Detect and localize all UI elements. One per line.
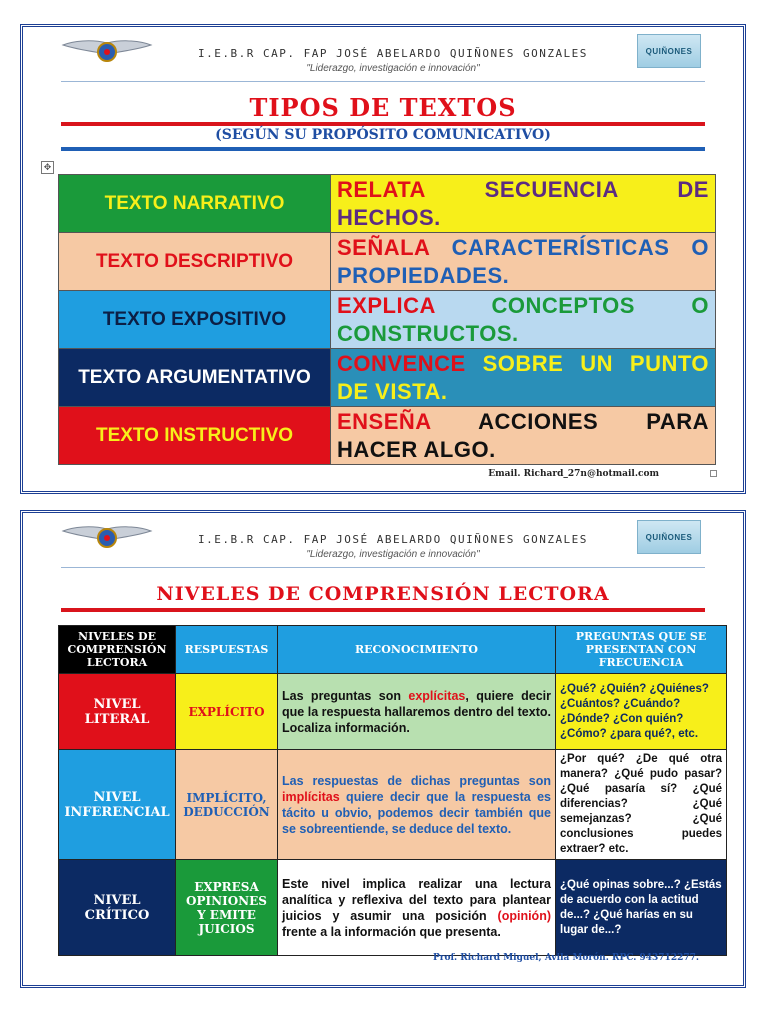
rec-text: Las respuestas de dichas preguntas son bbox=[282, 773, 551, 788]
school-header bbox=[23, 513, 743, 573]
header-reconocimiento: RECONOCIMIENTO bbox=[278, 626, 556, 674]
school-header bbox=[23, 27, 743, 87]
desc-argumentativo bbox=[331, 349, 716, 407]
desc-verb: EXPLICA bbox=[337, 292, 436, 318]
title-blue-rule bbox=[61, 147, 705, 151]
tipos-de-textos-panel bbox=[20, 24, 746, 494]
desc-verb: RELATA bbox=[337, 176, 426, 202]
desc-expositivo bbox=[331, 291, 716, 349]
type-argumentativo: TEXTO ARGUMENTATIVO bbox=[59, 349, 331, 407]
response-critico: EXPRESA OPINIONES Y EMITE JUICIOS bbox=[176, 860, 278, 956]
table-header-row bbox=[59, 626, 727, 674]
rec-text: quiere decir que la respuesta es tácito u obvio, podemos decir también que se sobreentiende, se deduce del texto. bbox=[282, 789, 551, 836]
questions-critico: ¿Qué opinas sobre...? ¿Estás de acuerdo con la actitud de...? ¿Qué harías en su lugar de...? bbox=[556, 860, 727, 956]
niveles-comprension-panel bbox=[20, 510, 746, 988]
fap-wings-logo-icon bbox=[61, 521, 153, 557]
desc-verb: SEÑALA bbox=[337, 234, 430, 260]
desc-verb: CONVENCE bbox=[337, 350, 466, 376]
response-inferencial: IMPLÍCITO, DEDUCCIÓN bbox=[176, 750, 278, 860]
school-name: I.E.B.R CAP. FAP JOSÉ ABELARDO QUIÑONES GONZALES bbox=[198, 47, 588, 60]
type-narrativo: TEXTO NARRATIVO bbox=[59, 175, 331, 233]
school-motto: "Liderazgo, investigación e innovación" bbox=[306, 549, 480, 560]
desc-verb: ENSEÑA bbox=[337, 408, 431, 434]
table-row bbox=[59, 233, 716, 291]
header-divider bbox=[61, 567, 705, 568]
table-row bbox=[59, 674, 727, 750]
school-motto: "Liderazgo, investigación e innovación" bbox=[306, 63, 480, 74]
desc-descriptivo bbox=[331, 233, 716, 291]
title-red-rule bbox=[61, 608, 705, 612]
questions-literal: ¿Qué? ¿Quién? ¿Quiénes? ¿Cuántos? ¿Cuándo? ¿Dónde? ¿Con quién? ¿Cómo? ¿para qué?, etc. bbox=[556, 674, 727, 750]
header-preguntas: PREGUNTAS QUE SE PRESENTAN CON FRECUENCIA bbox=[556, 626, 727, 674]
desc-rest: ACCIONES PARA HACER ALGO. bbox=[337, 408, 709, 462]
rec-text: Las preguntas son bbox=[282, 688, 409, 703]
rec-highlight: explícitas bbox=[408, 688, 466, 703]
fap-wings-logo-icon bbox=[61, 35, 153, 71]
table-row bbox=[59, 349, 716, 407]
desc-rest: SECUENCIA DE HECHOS. bbox=[337, 176, 709, 230]
table-row bbox=[59, 291, 716, 349]
school-logo: QUIÑONES bbox=[637, 520, 701, 554]
title-red-rule bbox=[61, 122, 705, 126]
page-title: TIPOS DE TEXTOS bbox=[249, 93, 517, 122]
rec-text: frente a la información que presenta. bbox=[282, 924, 501, 939]
desc-rest: CARACTERÍSTICAS O PROPIEDADES. bbox=[337, 234, 709, 288]
author-signature: Prof. Richard Miguel, Avila Morón. RPC. 943712277. bbox=[432, 953, 699, 963]
rec-text: Este nivel implica realizar una lectura analítica y reflexiva del texto para plantear juicios y asumir una posición bbox=[282, 876, 551, 923]
desc-rest: SOBRE UN PUNTO DE VISTA. bbox=[337, 350, 709, 404]
text-types-table bbox=[58, 174, 716, 465]
author-email: Email. Richard_27n@hotmail.com bbox=[488, 469, 659, 479]
level-critico: NIVEL CRÍTICO bbox=[59, 860, 176, 956]
table-row bbox=[59, 750, 727, 860]
level-inferencial: NIVEL INFERENCIAL bbox=[59, 750, 176, 860]
school-name: I.E.B.R CAP. FAP JOSÉ ABELARDO QUIÑONES GONZALES bbox=[198, 533, 588, 546]
type-descriptivo: TEXTO DESCRIPTIVO bbox=[59, 233, 331, 291]
type-expositivo: TEXTO EXPOSITIVO bbox=[59, 291, 331, 349]
rec-highlight: (opinión) bbox=[497, 908, 551, 923]
table-move-handle-icon[interactable]: ✥ bbox=[41, 161, 54, 174]
level-literal: NIVEL LITERAL bbox=[59, 674, 176, 750]
recognition-literal bbox=[278, 674, 556, 750]
rec-highlight: implícitas bbox=[282, 789, 340, 804]
questions-inferencial: ¿Por qué? ¿De qué otra manera? ¿Qué pudo pasar? ¿Qué pasaría sí? ¿Qué diferencias? ¿Qué semejanzas? ¿Qué conclusiones puedes extraer? etc. bbox=[556, 750, 727, 860]
desc-narrativo bbox=[331, 175, 716, 233]
table-row bbox=[59, 860, 727, 956]
header-divider bbox=[61, 81, 705, 82]
school-logo: QUIÑONES bbox=[637, 34, 701, 68]
table-resize-handle-icon[interactable] bbox=[710, 470, 717, 477]
table-row bbox=[59, 175, 716, 233]
recognition-inferencial bbox=[278, 750, 556, 860]
type-instructivo: TEXTO INSTRUCTIVO bbox=[59, 407, 331, 465]
recognition-critico bbox=[278, 860, 556, 956]
response-literal: EXPLÍCITO bbox=[176, 674, 278, 750]
page-subtitle: (SEGÚN SU PROPÓSITO COMUNICATIVO) bbox=[215, 127, 551, 143]
table-row bbox=[59, 407, 716, 465]
header-niveles: NIVELES DE COMPRENSIÓN LECTORA bbox=[59, 626, 176, 674]
desc-instructivo bbox=[331, 407, 716, 465]
rec-text: , quiere decir que la respuesta hallaremos dentro del texto. Localiza información. bbox=[282, 688, 552, 735]
desc-rest: CONCEPTOS O CONSTRUCTOS. bbox=[337, 292, 709, 346]
header-respuestas: RESPUESTAS bbox=[176, 626, 278, 674]
page-title: NIVELES DE COMPRENSIÓN LECTORA bbox=[156, 583, 610, 605]
reading-levels-table bbox=[58, 625, 727, 956]
